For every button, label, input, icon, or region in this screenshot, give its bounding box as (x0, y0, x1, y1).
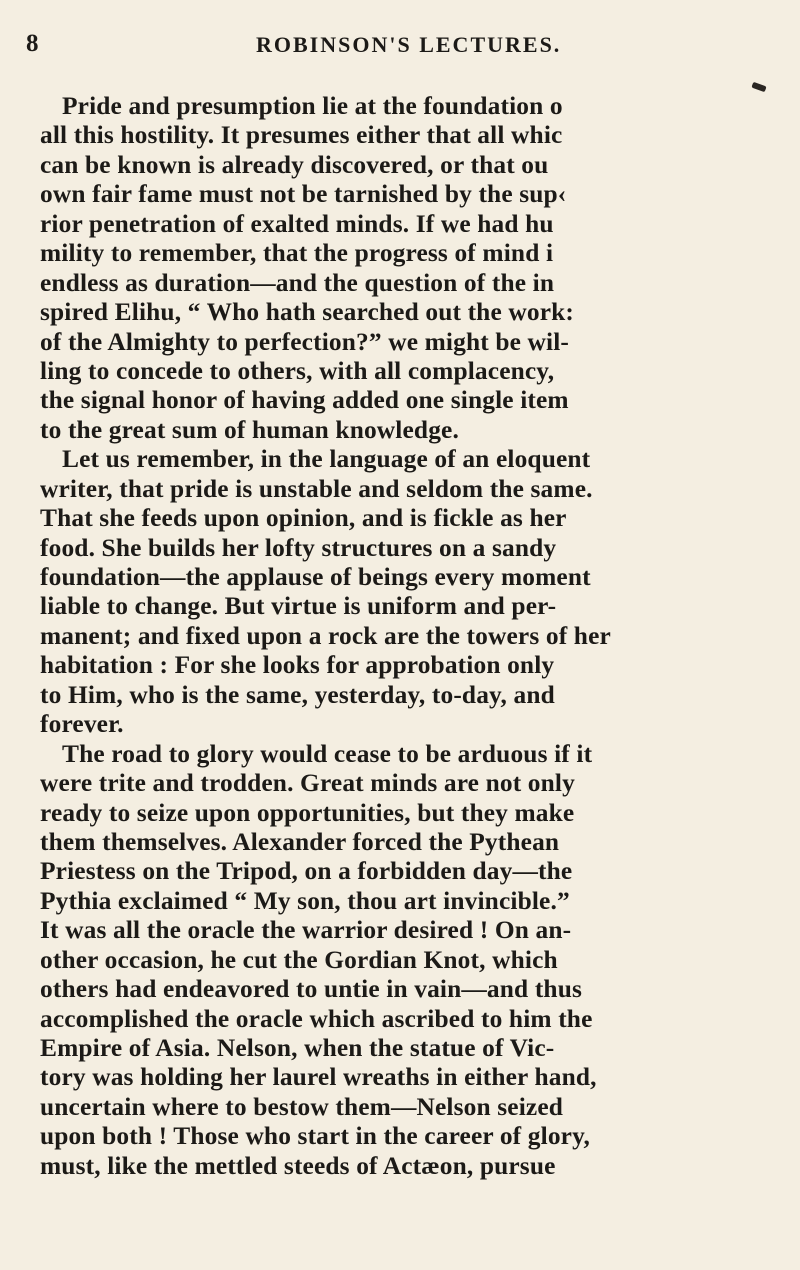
text-line: them themselves. Alexander forced the Pythean (40, 827, 560, 856)
text-line: Empire of Asia. Nelson, when the statue of Vic- (40, 1034, 555, 1062)
text-line: to the great sum of human knowledge. (40, 415, 459, 444)
text-line: food. She builds her lofty structures on a sandy (40, 533, 557, 562)
text-line: rior penetration of exalted minds. If we had hu (40, 209, 554, 238)
text-line: all this hostility. It presumes either that all whic (40, 121, 563, 150)
text-line: others had endeavored to untie in vain—and thus (40, 975, 583, 1004)
text-line: forever. (40, 710, 124, 739)
text-line: Pythia exclaimed “ My son, thou art invincible.” (40, 886, 570, 915)
text-line: spired Elihu, “ Who hath searched out the work: (40, 298, 574, 327)
text-line: It was all the oracle the warrior desired ! On an- (40, 916, 572, 945)
text-line: ling to concede to others, with all complacency, (40, 356, 555, 385)
body-text (40, 92, 800, 1181)
text-line: Let us remember, in the language of an eloquent (62, 445, 591, 474)
page-header (26, 20, 746, 60)
text-line: liable to change. But virtue is uniform and per- (40, 592, 557, 621)
ink-smudge (751, 82, 766, 92)
text-line: Priestess on the Tripod, on a forbidden day—the (40, 857, 573, 886)
text-line: habitation : For she looks for approbation only (40, 651, 555, 680)
text-line: foundation—the applause of beings every moment (40, 563, 591, 591)
text-line: uncertain where to bestow them—Nelson seized (40, 1092, 564, 1121)
text-line: to Him, who is the same, yesterday, to-day, and (40, 680, 555, 709)
text-line: own fair fame must not be tarnished by the sup‹ (40, 180, 567, 209)
text-line: must, like the mettled steeds of Actæon, pursue (40, 1151, 556, 1180)
text-line: accomplished the oracle which ascribed to him the (40, 1004, 593, 1033)
text-line: endless as duration—and the question of the in (40, 268, 555, 297)
running-head: ROBINSON'S LECTURES. (256, 32, 562, 57)
text-line: upon both ! Those who start in the career of glory, (40, 1122, 591, 1151)
text-line: were trite and trodden. Great minds are not only (40, 769, 575, 798)
text-line: The road to glory would cease to be arduous if it (62, 739, 593, 768)
text-line: mility to remember, that the progress of mind i (40, 239, 554, 268)
text-line: That she feeds upon opinion, and is fickle as her (40, 504, 567, 533)
text-line: Pride and presumption lie at the foundation o (62, 92, 563, 120)
text-line: the signal honor of having added one single item (40, 386, 569, 415)
text-line: of the Almighty to perfection?” we might be wil- (40, 327, 570, 356)
text-line: can be known is already discovered, or that ou (40, 150, 549, 179)
text-line: writer, that pride is unstable and seldom the same. (40, 474, 593, 503)
page-number: 8 (26, 30, 39, 57)
text-line: ready to seize upon opportunities, but they make (40, 798, 575, 827)
text-line: other occasion, he cut the Gordian Knot, which (40, 945, 558, 974)
text-line: manent; and fixed upon a rock are the towers of her (40, 621, 611, 650)
text-line: tory was holding her laurel wreaths in either hand, (40, 1063, 597, 1092)
